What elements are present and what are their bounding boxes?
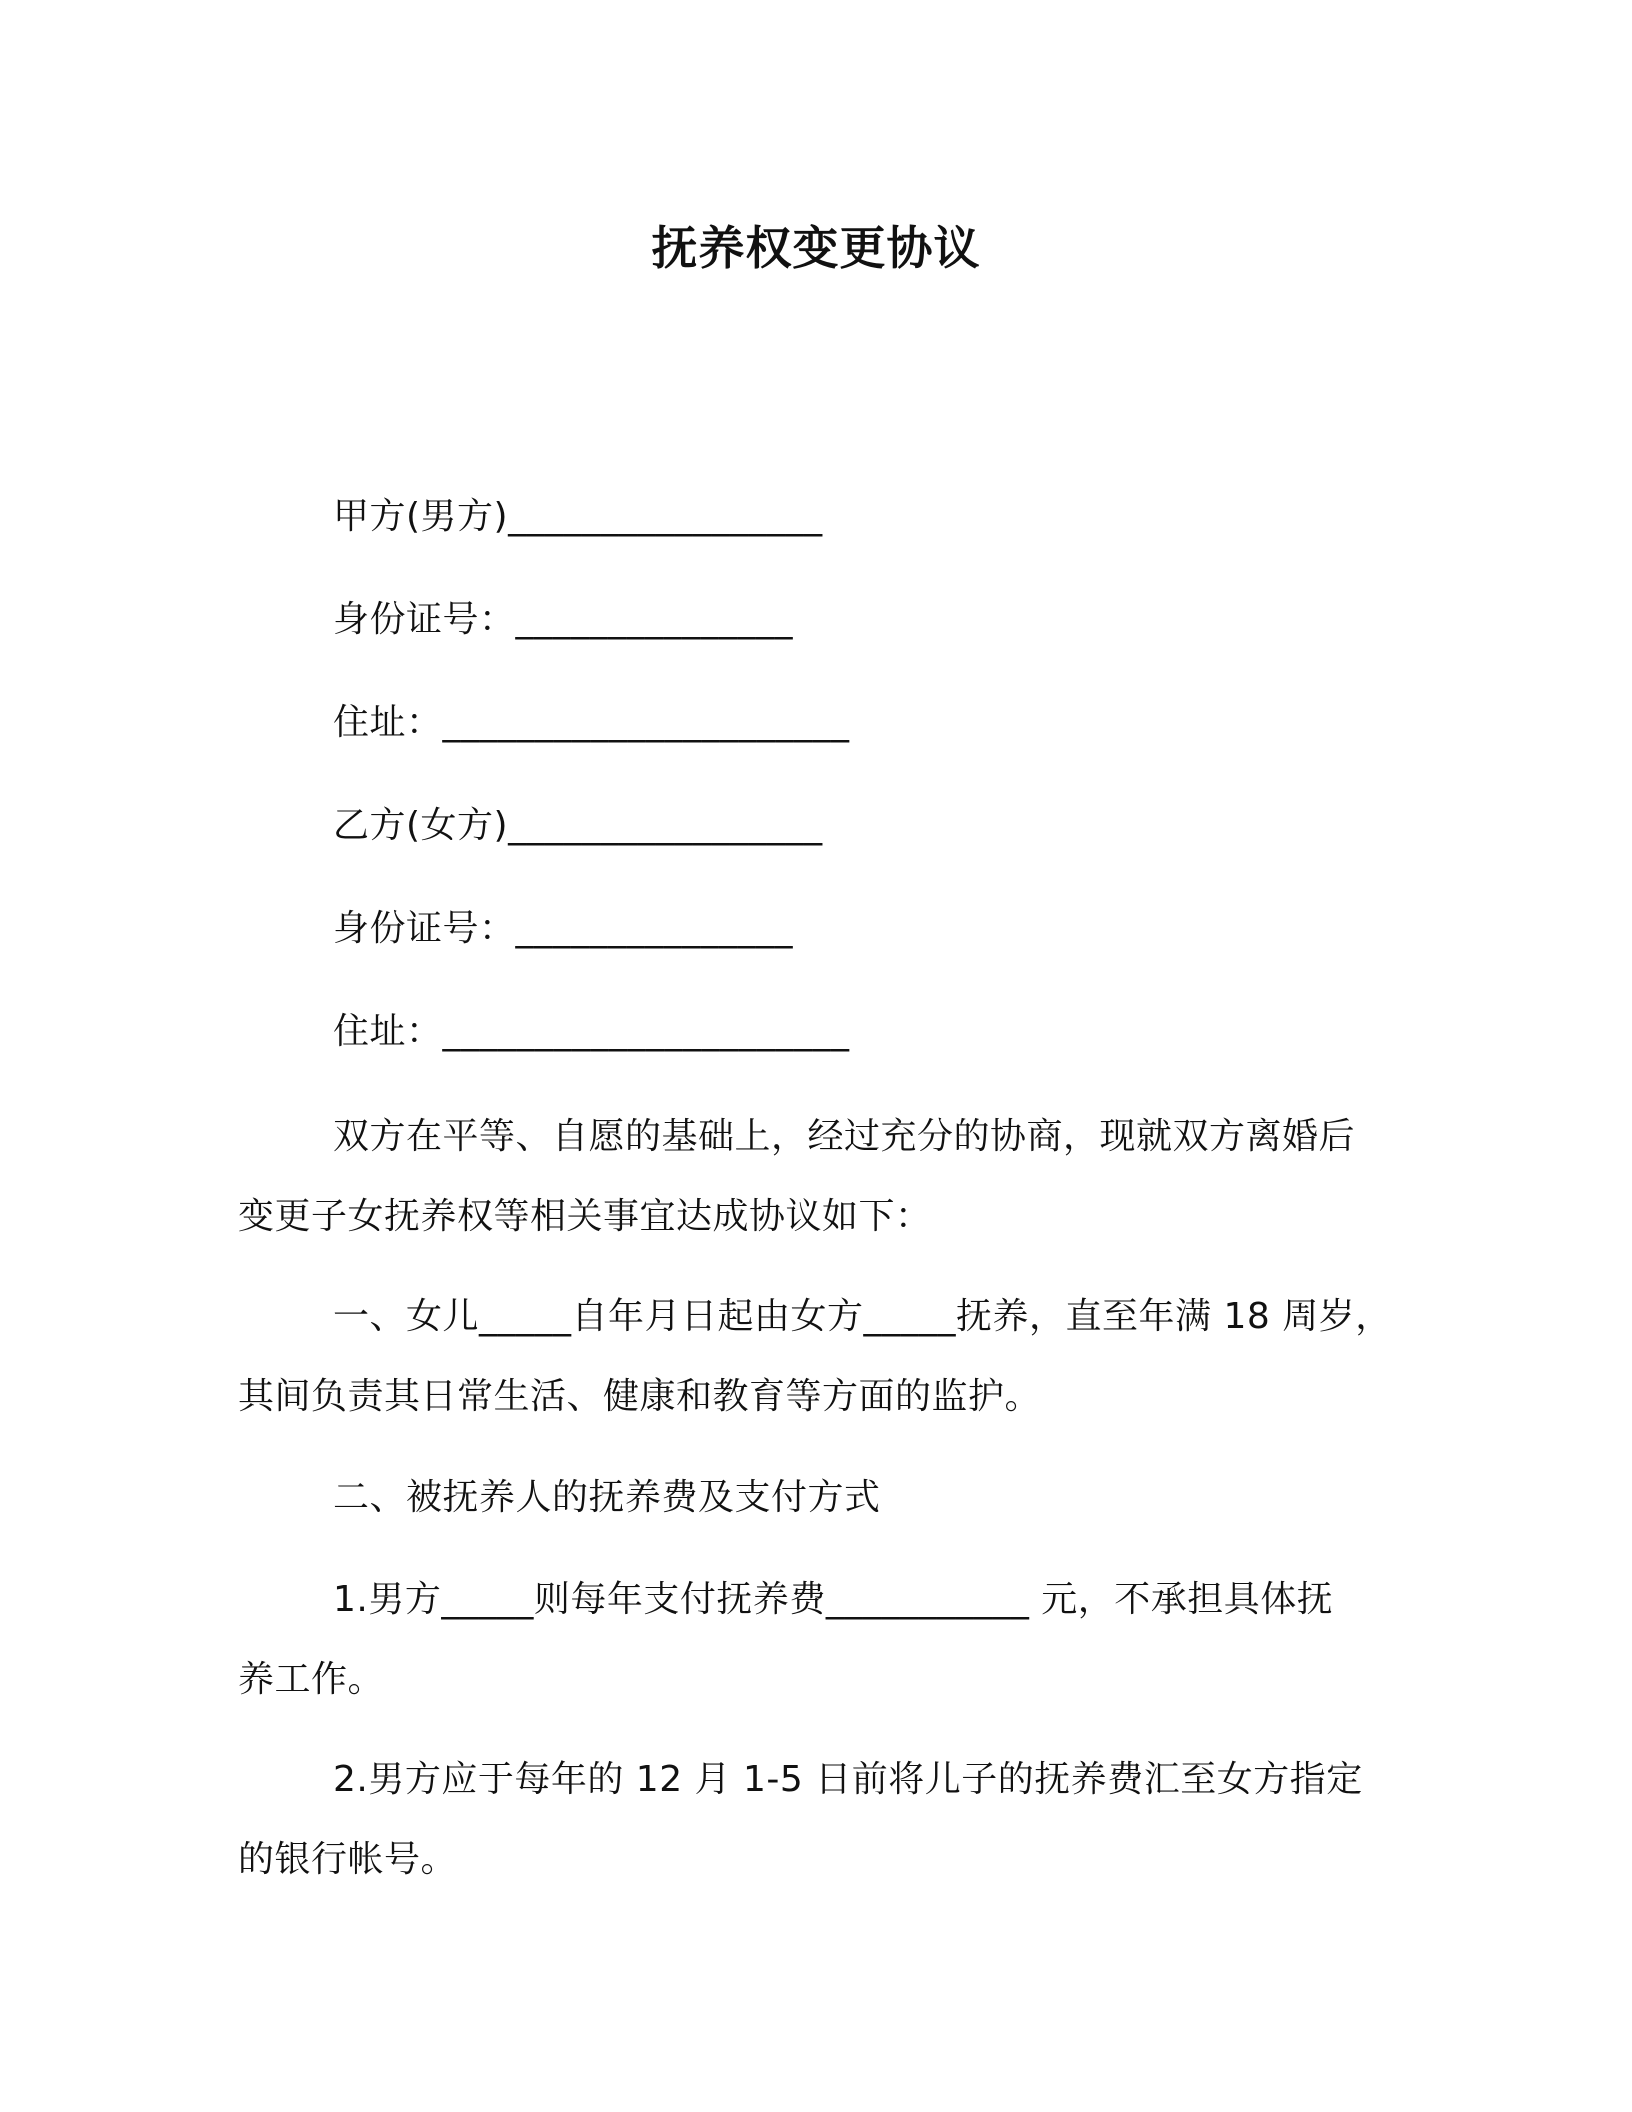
item-1-line-2: 养工作。 <box>238 1659 385 1700</box>
document-title: 抚养权变更协议 <box>651 221 981 275</box>
item-1-line-1: 1.男方_____则每年支付抚养费___________ 元，不承担具体抚 <box>333 1579 1334 1620</box>
item-2-line-1: 2.男方应于每年的 12 月 1-5 日前将儿子的抚养费汇至女方指定 <box>333 1759 1363 1800</box>
item-2-line-2: 的银行帐号。 <box>238 1839 458 1880</box>
party-a-address-field: 住址：______________________ <box>333 702 850 743</box>
party-b-address-field: 住址：______________________ <box>333 1011 850 1052</box>
party-b-id-field: 身份证号：_______________ <box>333 908 794 949</box>
clause-1-line-2: 其间负责其日常生活、健康和教育等方面的监护。 <box>238 1376 1042 1417</box>
party-a-name-field: 甲方(男方)_________________ <box>333 496 823 537</box>
party-b-name-field: 乙方(女方)_________________ <box>333 805 823 846</box>
preamble-line-2: 变更子女抚养权等相关事宜达成协议如下： <box>238 1196 932 1237</box>
clause-2-heading: 二、被抚养人的抚养费及支付方式 <box>333 1477 881 1518</box>
preamble-line-1: 双方在平等、自愿的基础上，经过充分的协商，现就双方离婚后 <box>333 1116 1356 1157</box>
party-a-id-field: 身份证号：_______________ <box>333 599 794 640</box>
clause-1-line-1: 一、女儿_____自年月日起由女方_____抚养，直至年满 18 周岁， <box>333 1296 1392 1337</box>
